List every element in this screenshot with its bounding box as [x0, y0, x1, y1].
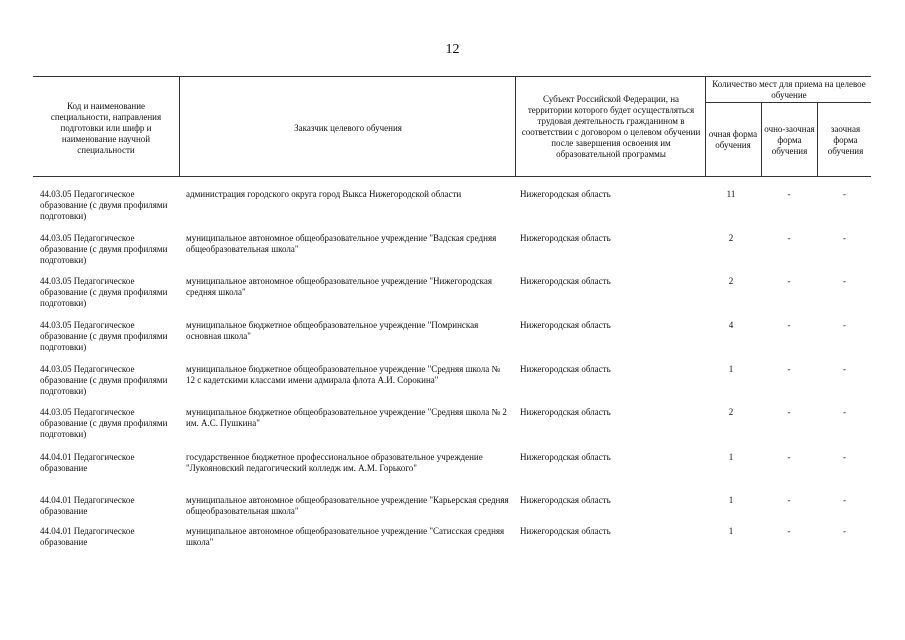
correspondence-cell: - — [843, 526, 846, 536]
correspondence-cell: - — [843, 452, 846, 462]
header-specialty: Код и наименование специальности, направления подготовки или шифр и наименование научной специальности — [50, 100, 162, 155]
header-correspondence: заочная форма обучения — [827, 123, 864, 156]
correspondence-cell: - — [843, 407, 846, 417]
region-cell: Нижегородская область — [520, 407, 611, 417]
full-time-cell: 2 — [728, 233, 734, 243]
specialty-cell: 44.03.05 Педагогическое образование (с двумя профилями подготовки) — [40, 189, 168, 221]
part-time-cell: - — [787, 364, 791, 374]
header-divider — [515, 76, 516, 177]
correspondence-cell: - — [843, 276, 846, 286]
region-cell: Нижегородская область — [520, 189, 611, 199]
header-part-time: очно-заочная форма обучения — [764, 123, 815, 156]
customer-cell: муниципальное бюджетное общеобразовательное учреждение "Средняя школа № 12 с кадетскими классами имени адмирала флота А.И. Сорокина" — [186, 364, 501, 385]
header-divider — [705, 76, 706, 177]
region-cell: Нижегородская область — [520, 495, 611, 505]
header-divider — [761, 102, 762, 177]
full-time-cell: 1 — [728, 526, 734, 536]
region-cell: Нижегородская область — [520, 276, 611, 286]
full-time-cell: 2 — [728, 407, 734, 417]
part-time-cell: - — [787, 452, 791, 462]
specialty-cell: 44.04.01 Педагогическое образование — [40, 452, 135, 473]
customer-cell: муниципальное автономное общеобразовательное учреждение "Сатисская средняя школа" — [186, 526, 505, 547]
part-time-cell: - — [787, 233, 791, 243]
table-header — [33, 76, 871, 177]
region-cell: Нижегородская область — [520, 320, 611, 330]
part-time-cell: - — [787, 189, 791, 199]
customer-cell: муниципальное автономное общеобразовательное учреждение "Нижегородская средняя школа" — [186, 276, 493, 297]
customer-cell: муниципальное автономное общеобразовательное учреждение "Вадская средняя общеобразовательная школа" — [186, 233, 497, 254]
customer-cell: муниципальное бюджетное общеобразовательное учреждение "Средняя школа № 2 им. А.С. Пушкина" — [186, 407, 507, 428]
region-cell: Нижегородская область — [520, 526, 611, 536]
header-divider — [817, 102, 818, 177]
specialty-cell: 44.03.05 Педагогическое образование (с двумя профилями подготовки) — [40, 233, 168, 265]
region-cell: Нижегородская область — [520, 233, 611, 243]
header-group-rule — [705, 102, 871, 103]
region-cell: Нижегородская область — [520, 452, 611, 462]
part-time-cell: - — [787, 320, 791, 330]
customer-cell: муниципальное бюджетное общеобразовательное учреждение "Помринская основная школа" — [186, 320, 479, 341]
part-time-cell: - — [787, 526, 791, 536]
part-time-cell: - — [787, 407, 791, 417]
specialty-cell: 44.03.05 Педагогическое образование (с двумя профилями подготовки) — [40, 320, 168, 352]
correspondence-cell: - — [843, 233, 846, 243]
correspondence-cell: - — [843, 189, 846, 199]
specialty-cell: 44.04.01 Педагогическое образование — [40, 526, 135, 547]
specialty-cell: 44.03.05 Педагогическое образование (с двумя профилями подготовки) — [40, 407, 168, 439]
customer-cell: государственное бюджетное профессиональное образовательное учреждение "Лукояновский педагогический колледж им. А.М. Горького" — [186, 452, 483, 473]
customer-cell: муниципальное автономное общеобразовательное учреждение "Карьерская средняя общеобразовательная школа" — [186, 495, 509, 516]
full-time-cell: 11 — [726, 189, 736, 199]
full-time-cell: 1 — [728, 495, 734, 505]
part-time-cell: - — [787, 495, 791, 505]
full-time-cell: 1 — [728, 452, 734, 462]
correspondence-cell: - — [843, 364, 846, 374]
specialty-cell: 44.03.05 Педагогическое образование (с двумя профилями подготовки) — [40, 276, 168, 308]
specialty-cell: 44.03.05 Педагогическое образование (с двумя профилями подготовки) — [40, 364, 168, 396]
specialty-cell: 44.04.01 Педагогическое образование — [40, 495, 135, 516]
full-time-cell: 4 — [728, 320, 734, 330]
header-divider — [179, 76, 180, 177]
header-customer: Заказчик целевого обучения — [294, 122, 402, 133]
region-cell: Нижегородская область — [520, 364, 611, 374]
header-full-time: очная форма обучения — [708, 129, 758, 150]
full-time-cell: 1 — [728, 364, 734, 374]
part-time-cell: - — [787, 276, 791, 286]
header-places-group: Количество мест для приема на целевое обучение — [712, 78, 866, 100]
customer-cell: администрация городского округа город Выкса Нижегородской области — [186, 189, 462, 199]
correspondence-cell: - — [843, 495, 846, 505]
correspondence-cell: - — [843, 320, 846, 330]
page-number: 12 — [445, 42, 460, 57]
full-time-cell: 2 — [728, 276, 734, 286]
header-bottom-rule — [33, 176, 871, 177]
header-region: Субъект Российской Федерации, на территории которого будет осуществляться трудовая деятельность гражданином в соответствии с договором о целевом обучении после завершения освоения им образовательной программы — [521, 94, 701, 159]
